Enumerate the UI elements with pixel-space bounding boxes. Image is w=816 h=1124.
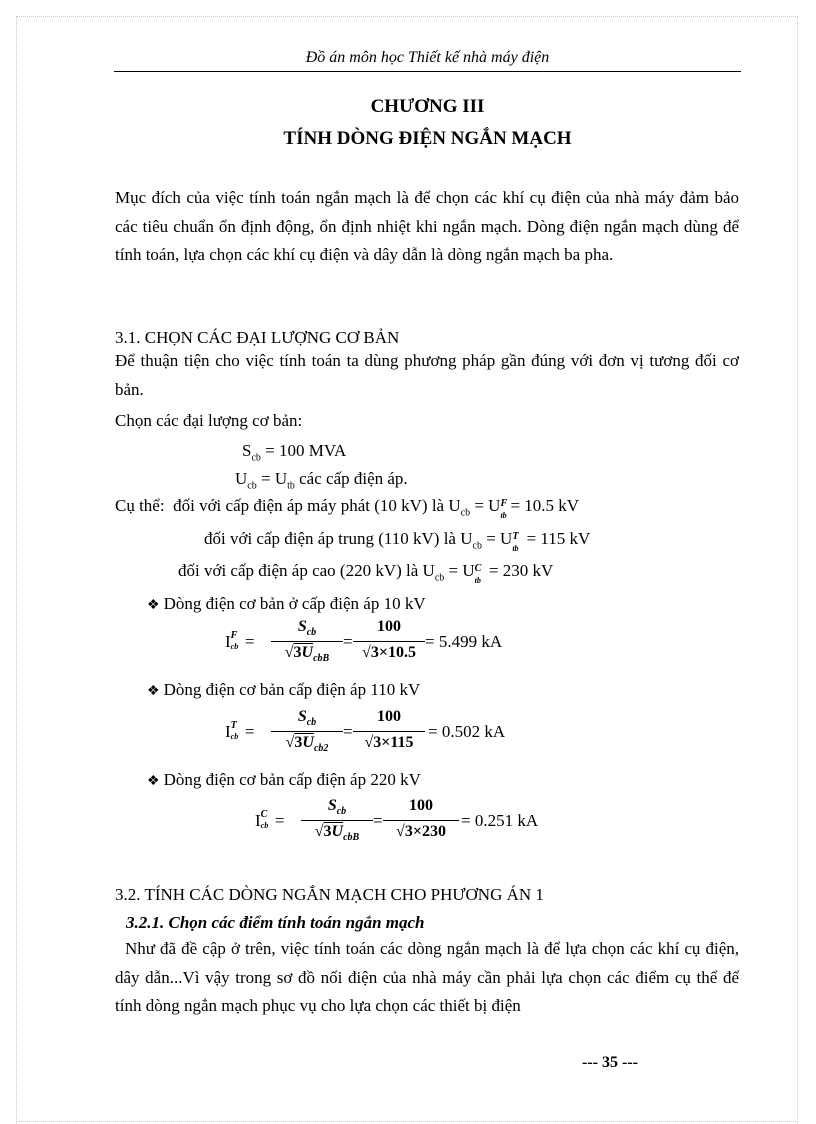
formula-110kv <box>225 708 525 768</box>
formula3-den2 <box>383 823 459 841</box>
formula1-i: I <box>225 632 231 651</box>
line3-sup: C <box>474 563 482 574</box>
line1-stacked <box>500 498 510 520</box>
formula1-num1 <box>271 618 343 638</box>
line3-tb: tb <box>474 576 481 585</box>
chapter-number: CHƯƠNG III <box>370 96 485 117</box>
u-cb-equation <box>235 469 408 496</box>
formula3-result: = 0.251 kA <box>461 811 539 830</box>
formula2-bar1 <box>271 731 343 732</box>
s-sub: cb <box>251 452 261 464</box>
formula3-cb: cb <box>260 821 269 830</box>
formula1-den2-val: 3×10.5 <box>370 644 416 661</box>
bullet2-text: Dòng điện cơ bản cấp điện áp 110 kV <box>163 680 421 699</box>
formula2-den1: $√3U_{cb2}$ <box>285 734 329 755</box>
formula3-ucb: U <box>331 823 344 840</box>
bullet-item-3 <box>147 770 421 792</box>
s-symbol: S <box>242 441 252 460</box>
u-tb-sub: tb <box>287 480 295 492</box>
formula3-stacked <box>260 809 271 830</box>
formula2-result: = 0.502 kA <box>428 722 506 741</box>
u-eq: = U <box>260 469 288 488</box>
formula1-eq2: = <box>343 632 353 651</box>
choose-line: Chọn các đại lượng cơ bản: <box>115 411 303 430</box>
cuthe-line-3 <box>178 561 553 588</box>
s-value: = 100 MVA <box>265 441 347 460</box>
formula1-ucb: U <box>301 644 314 661</box>
formula3-bar1 <box>301 820 373 821</box>
formula2-ucb: U <box>302 734 314 751</box>
line3-eq: = <box>448 561 459 580</box>
formula3-eq1: = <box>274 811 285 830</box>
page-number: --- 35 --- <box>582 1054 638 1071</box>
line2-stacked <box>512 531 522 553</box>
formula2-scb-sub: cb <box>306 717 317 729</box>
line1-val: = 10.5 kV <box>510 496 580 515</box>
line2-tb: tb <box>512 544 519 553</box>
formula-10kv <box>225 618 525 678</box>
line1-eq: = <box>474 496 484 515</box>
formula3-num2: 100 <box>409 797 433 814</box>
formula2-sqrt2: √ <box>364 734 374 751</box>
line3-val: = 230 kV <box>488 561 554 580</box>
formula2-cb: cb <box>230 732 239 741</box>
u-sub: cb <box>247 480 257 492</box>
section-3-2-text: Như đã đề cập ở trên, việc tính toán các dòng ngắn mạch là để lựa chọn các khí cụ điện, dây dẫn...Vì vậy trong sơ đồ nối điện của nhà máy cần phải lựa chọn các điểm cụ thể để tính dòng ngắn mạch phục vụ cho lựa chọn các thiết bị điện <box>115 939 739 1015</box>
formula3-sqrt2: √ <box>396 823 405 840</box>
u-tail: các cấp điện áp. <box>299 469 408 488</box>
formula1-lhs <box>225 632 255 652</box>
formula3-i: I <box>255 811 261 830</box>
formula2-stacked <box>230 720 241 741</box>
cuthe-label: Cụ thể: <box>115 496 165 515</box>
line2-eq: = <box>486 529 496 548</box>
formula2-scb: S <box>297 708 307 725</box>
bullet3-text: Dòng điện cơ bản cấp điện áp 220 kV <box>163 770 421 789</box>
line3-u: U <box>462 561 475 580</box>
formula1-num2: 100 <box>377 618 401 635</box>
line2-sup: T <box>512 531 519 542</box>
intro-paragraph: Mục đích của việc tính toán ngắn mạch là để chọn các khí cụ điện của nhà máy đảm bảo các tiêu chuẩn ổn định động, ổn định nhiệt khi ngắn mạch. Dòng điện ngắn mạch dùng để tính toán, lựa chọn các khí cụ điện và dây dẫn là dòng ngắn mạch ba pha. <box>115 188 739 264</box>
formula3-scb-sub: cb <box>336 806 347 818</box>
formula2-den2 <box>353 734 425 752</box>
line3-stacked <box>474 563 485 585</box>
formula2-sqrt: √ <box>285 734 295 751</box>
section-heading-3-1: 3.1. CHỌN CÁC ĐẠI LƯỢNG CƠ BẢN <box>115 328 400 347</box>
line2-cb-sub: cb <box>472 540 482 552</box>
formula1-scb-sub: cb <box>306 627 317 639</box>
formula1-den-sub: cbB <box>313 653 330 665</box>
u-symbol: U <box>235 469 248 488</box>
formula2-bar2 <box>353 731 425 732</box>
header-rule <box>114 71 741 72</box>
bullet-item-2 <box>147 680 420 702</box>
line2-u: U <box>500 529 513 548</box>
line1-cb-sub: cb <box>460 507 471 519</box>
formula3-den2-val: 3×230 <box>404 823 446 840</box>
formula3-bar2 <box>383 820 459 821</box>
formula1-scb: S <box>297 618 307 635</box>
diamond-bullet-icon: ❖ <box>147 598 160 613</box>
formula2-eq2: = <box>343 722 353 741</box>
formula-220kv <box>255 797 555 857</box>
chapter-title: TÍNH DÒNG ĐIỆN NGẮN MẠCH <box>283 128 572 149</box>
formula3-sup: C <box>260 809 268 820</box>
cuthe-line-1 <box>115 496 579 523</box>
formula3-sqrt: √ <box>314 823 324 840</box>
line2-val: = 115 kV <box>526 529 591 548</box>
formula1-sup: F <box>230 630 238 641</box>
bullet1-text: Dòng điện cơ bản ở cấp điện áp 10 kV <box>163 594 426 613</box>
formula1-den2 <box>353 644 425 662</box>
line1-tb: tb <box>500 511 507 520</box>
header-title: Đồ án môn học Thiết kế nhà máy điện <box>305 49 550 66</box>
formula2-i: I <box>225 722 231 741</box>
section-3-1-text: Để thuận tiện cho việc tính toán ta dùng phương pháp gần đúng với đơn vị tương đối cơ bản. <box>115 351 739 399</box>
formula1-bar1 <box>271 641 343 642</box>
subsection-heading-3-2-1: 3.2.1. Chọn các điểm tính toán ngắn mạch <box>126 913 425 932</box>
section-heading-3-2: 3.2. TÍNH CÁC DÒNG NGẮN MẠCH CHO PHƯƠNG ÁN 1 <box>115 885 544 904</box>
cuthe-line-2 <box>204 529 590 556</box>
formula1-result: = 5.499 kA <box>425 632 503 651</box>
formula1-sqrt2: √ <box>362 644 371 661</box>
formula2-den-sub: cb2 <box>313 743 329 755</box>
formula2-sup: T <box>230 720 237 731</box>
diamond-bullet-icon: ❖ <box>147 774 160 789</box>
formula3-den1: $√3U_{cbB}$ <box>314 823 360 844</box>
page-bottom-border <box>16 1121 798 1122</box>
formula1-bar2 <box>353 641 425 642</box>
formula3-lhs <box>255 811 285 831</box>
line3-text: đối với cấp điện áp cao (220 kV) là U <box>178 561 435 580</box>
s-cb-equation <box>242 441 346 468</box>
line1-sup: F <box>500 498 508 509</box>
formula1-den1: $√3U_{cbB}$ <box>284 644 330 665</box>
line1-text: đối với cấp điện áp máy phát (10 kV) là U <box>173 496 461 515</box>
line2-text: đối với cấp điện áp trung (110 kV) là U <box>204 529 473 548</box>
formula2-lhs <box>225 722 255 742</box>
formula2-num1 <box>271 708 343 728</box>
formula3-den-sub: cbB <box>343 832 360 844</box>
formula2-eq1: = <box>244 722 255 741</box>
line1-u: U <box>488 496 501 515</box>
formula1-sqrt: √ <box>284 644 294 661</box>
diamond-bullet-icon: ❖ <box>147 684 160 699</box>
formula1-eq1: = <box>244 632 255 651</box>
line3-cb-sub: cb <box>434 572 445 584</box>
formula1-stacked <box>230 630 241 651</box>
bullet-item-1 <box>147 594 426 616</box>
formula1-cb: cb <box>230 642 239 651</box>
formula2-den2-val: 3×115 <box>373 734 414 751</box>
formula3-scb: S <box>327 797 337 814</box>
formula2-num2: 100 <box>377 708 401 725</box>
formula3-eq2: = <box>373 811 383 830</box>
formula3-num1 <box>301 797 373 817</box>
